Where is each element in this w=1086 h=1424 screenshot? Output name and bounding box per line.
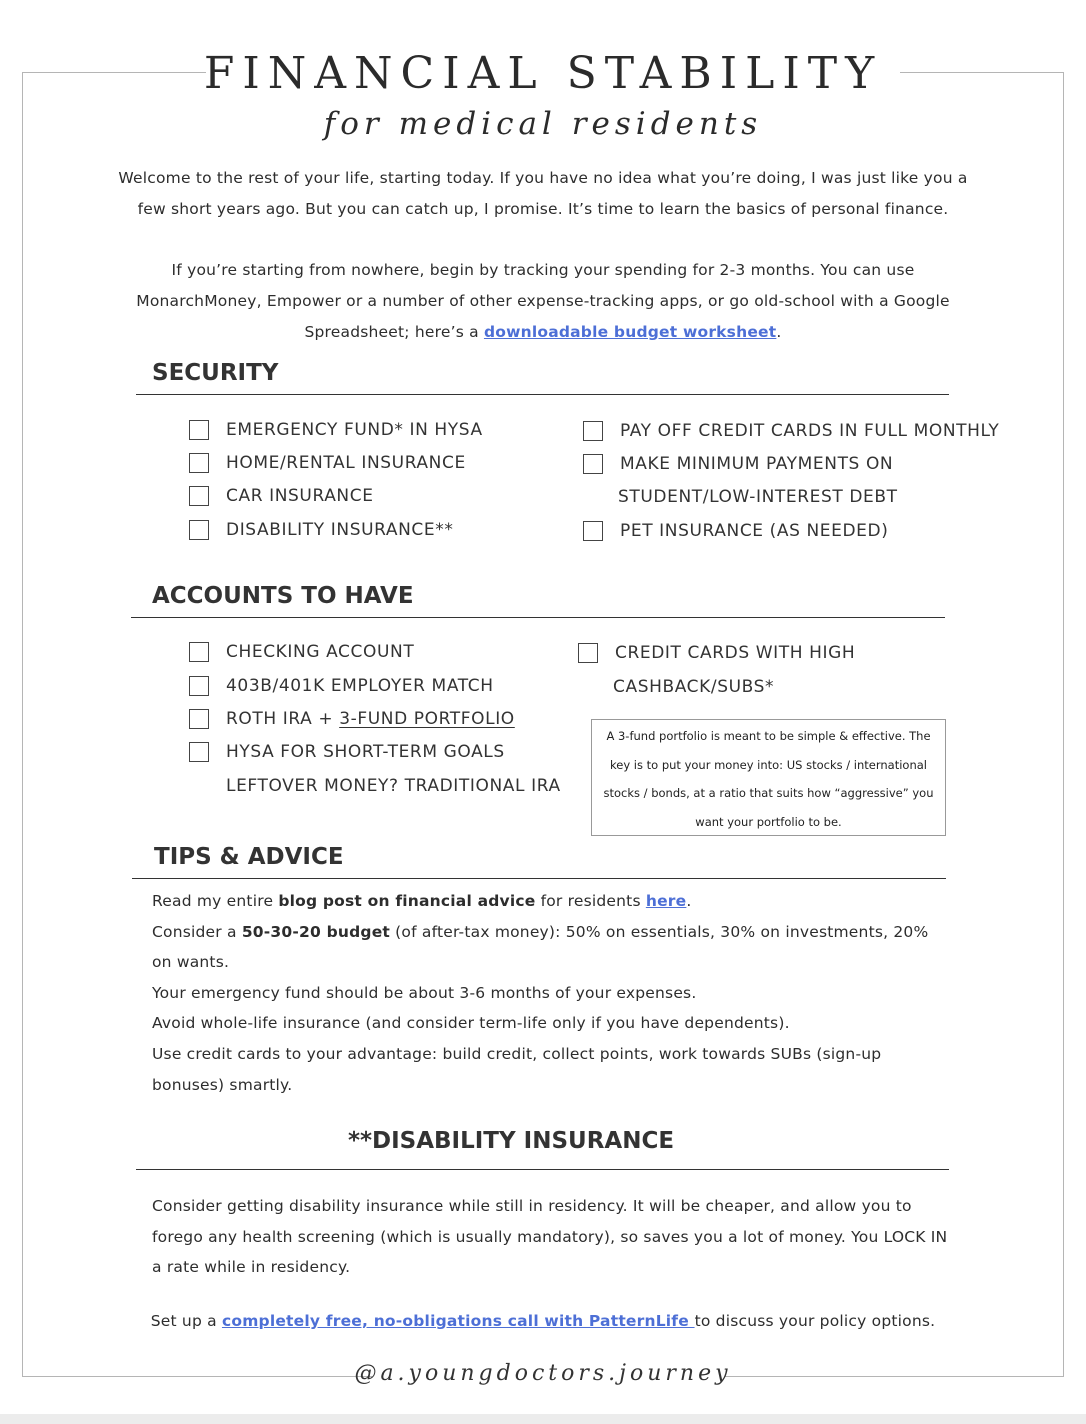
- disability-body: Consider getting disability insurance while still in residency. It will be cheaper, and allow you to forego any health screening (which is usually mandatory), so saves you a lot of money. You LOCK IN a rate while in residency.: [152, 1197, 948, 1277]
- checklist-label: CREDIT CARDS WITH HIGH: [615, 643, 856, 663]
- tip-bold: blog post on financial advice: [278, 892, 536, 910]
- intro-text: Spreadsheet; here’s a: [304, 323, 484, 341]
- checkbox[interactable]: [189, 709, 209, 729]
- checklist-item-pay-off-cards[interactable]: [583, 421, 999, 441]
- budget-worksheet-link[interactable]: downloadable budget worksheet: [483, 323, 777, 341]
- intro-text: .: [776, 323, 782, 341]
- tip-item: [152, 917, 952, 978]
- checklist-item-car-insurance[interactable]: [189, 486, 374, 506]
- checklist-label-continuation: LEFTOVER MONEY? TRADITIONAL IRA: [226, 776, 561, 796]
- checkbox[interactable]: [583, 421, 603, 441]
- checklist-label: MAKE MINIMUM PAYMENTS ON: [620, 454, 894, 474]
- checklist-label-continuation: CASHBACK/SUBS*: [613, 677, 775, 697]
- checklist-label: CAR INSURANCE: [226, 486, 374, 506]
- checklist-label: DISABILITY INSURANCE**: [226, 520, 454, 540]
- tip-text: .: [686, 892, 692, 910]
- tip-text: Read my entire: [152, 892, 279, 910]
- checklist-label: [226, 709, 515, 729]
- cta-text: to discuss your policy options.: [694, 1312, 936, 1330]
- checklist-item-disability-insurance[interactable]: [189, 520, 453, 540]
- tip-item: Your emergency fund should be about 3-6 months of your expenses.: [152, 983, 697, 1002]
- blog-post-link[interactable]: here: [645, 892, 687, 910]
- checklist-label: PAY OFF CREDIT CARDS IN FULL MONTHLY: [620, 421, 1000, 441]
- disability-divider: [136, 1169, 949, 1170]
- intro-line: If you’re starting from nowhere, begin by tracking your spending for 2-3 months. You can use: [171, 261, 915, 279]
- intro-line: [110, 317, 976, 348]
- checkbox[interactable]: [189, 520, 209, 540]
- checklist-item-pet-insurance[interactable]: [583, 521, 888, 541]
- accounts-heading: ACCOUNTS TO HAVE: [152, 583, 414, 609]
- bottom-strip: [0, 1414, 1086, 1424]
- checklist-label: 403B/401K EMPLOYER MATCH: [226, 676, 494, 696]
- checklist-label: EMERGENCY FUND* IN HYSA: [226, 420, 483, 440]
- tip-item: [152, 886, 952, 917]
- checkbox[interactable]: [189, 676, 209, 696]
- intro-line: Welcome to the rest of your life, starting today. If you have no idea what you’re doing, I was just like you a: [118, 169, 968, 187]
- intro-paragraph-1: [110, 163, 976, 225]
- patternlife-call-link[interactable]: completely free, no-obligations call with PatternLife: [221, 1312, 695, 1330]
- checkbox[interactable]: [583, 454, 603, 474]
- cta-text: Set up a: [150, 1312, 222, 1330]
- three-fund-portfolio-link[interactable]: 3-FUND PORTFOLIO: [339, 709, 515, 729]
- disability-heading: **DISABILITY INSURANCE: [347, 1128, 675, 1154]
- intro-line: MonarchMoney, Empower or a number of other expense-tracking apps, or go old-school with a Google: [136, 292, 950, 310]
- tip-text: for residents: [535, 892, 646, 910]
- checkbox[interactable]: [583, 521, 603, 541]
- checklist-label: PET INSURANCE (AS NEEDED): [620, 521, 889, 541]
- checklist-item-emergency-fund[interactable]: [189, 420, 483, 440]
- tip-text: (of after-tax money): 50% on essentials, 30% on investments, 20% on wants.: [152, 922, 929, 972]
- tips-list: [152, 886, 952, 1100]
- accounts-divider: [131, 617, 945, 618]
- checklist-label: HYSA FOR SHORT-TERM GOALS: [226, 742, 505, 762]
- checkbox[interactable]: [189, 742, 209, 762]
- tip-text: Consider a: [152, 922, 242, 941]
- intro-line: few short years ago. But you can catch up, I promise. It’s time to learn the basics of personal finance.: [137, 200, 949, 218]
- checklist-label: CHECKING ACCOUNT: [226, 642, 415, 662]
- checkbox[interactable]: [189, 642, 209, 662]
- tip-item: Use credit cards to your advantage: build credit, collect points, work towards SUBs (sign-up bonuses) smartly.: [152, 1044, 882, 1094]
- checklist-label-continuation: STUDENT/LOW-INTEREST DEBT: [618, 487, 898, 507]
- checkbox[interactable]: [189, 486, 209, 506]
- three-fund-note: A 3-fund portfolio is meant to be simple & effective. The key is to put your money into: US stocks / international stocks / bonds, at a ratio that suits how “aggressive” you want your portfolio to be.: [591, 719, 946, 836]
- checklist-item-home-insurance[interactable]: [189, 453, 466, 473]
- page-subtitle: for medical residents: [323, 106, 763, 142]
- tips-heading: TIPS & ADVICE: [154, 844, 344, 870]
- checklist-item-credit-cards[interactable]: [578, 643, 855, 663]
- checklist-item-roth-ira[interactable]: [189, 709, 515, 729]
- tip-bold: 50-30-20 budget: [241, 922, 391, 941]
- checklist-item-403b[interactable]: [189, 676, 494, 696]
- checkbox[interactable]: [189, 420, 209, 440]
- security-heading: SECURITY: [152, 360, 279, 386]
- checklist-item-hysa-goals[interactable]: [189, 742, 505, 762]
- roth-prefix: ROTH IRA +: [226, 709, 340, 729]
- tips-divider: [132, 878, 946, 879]
- checklist-label: HOME/RENTAL INSURANCE: [226, 453, 466, 473]
- page-title: FINANCIAL STABILITY: [203, 48, 883, 99]
- tip-item: Avoid whole-life insurance (and consider term-life only if you have dependents).: [152, 1014, 790, 1033]
- call-to-action: [0, 1312, 1086, 1330]
- social-handle: @a.youngdoctors.journey: [354, 1361, 732, 1386]
- checkbox[interactable]: [578, 643, 598, 663]
- checklist-item-checking[interactable]: [189, 642, 414, 662]
- checkbox[interactable]: [189, 453, 209, 473]
- checklist-item-minimum-payments[interactable]: [583, 454, 893, 474]
- intro-paragraph-2: [110, 255, 976, 348]
- security-divider: [136, 394, 949, 395]
